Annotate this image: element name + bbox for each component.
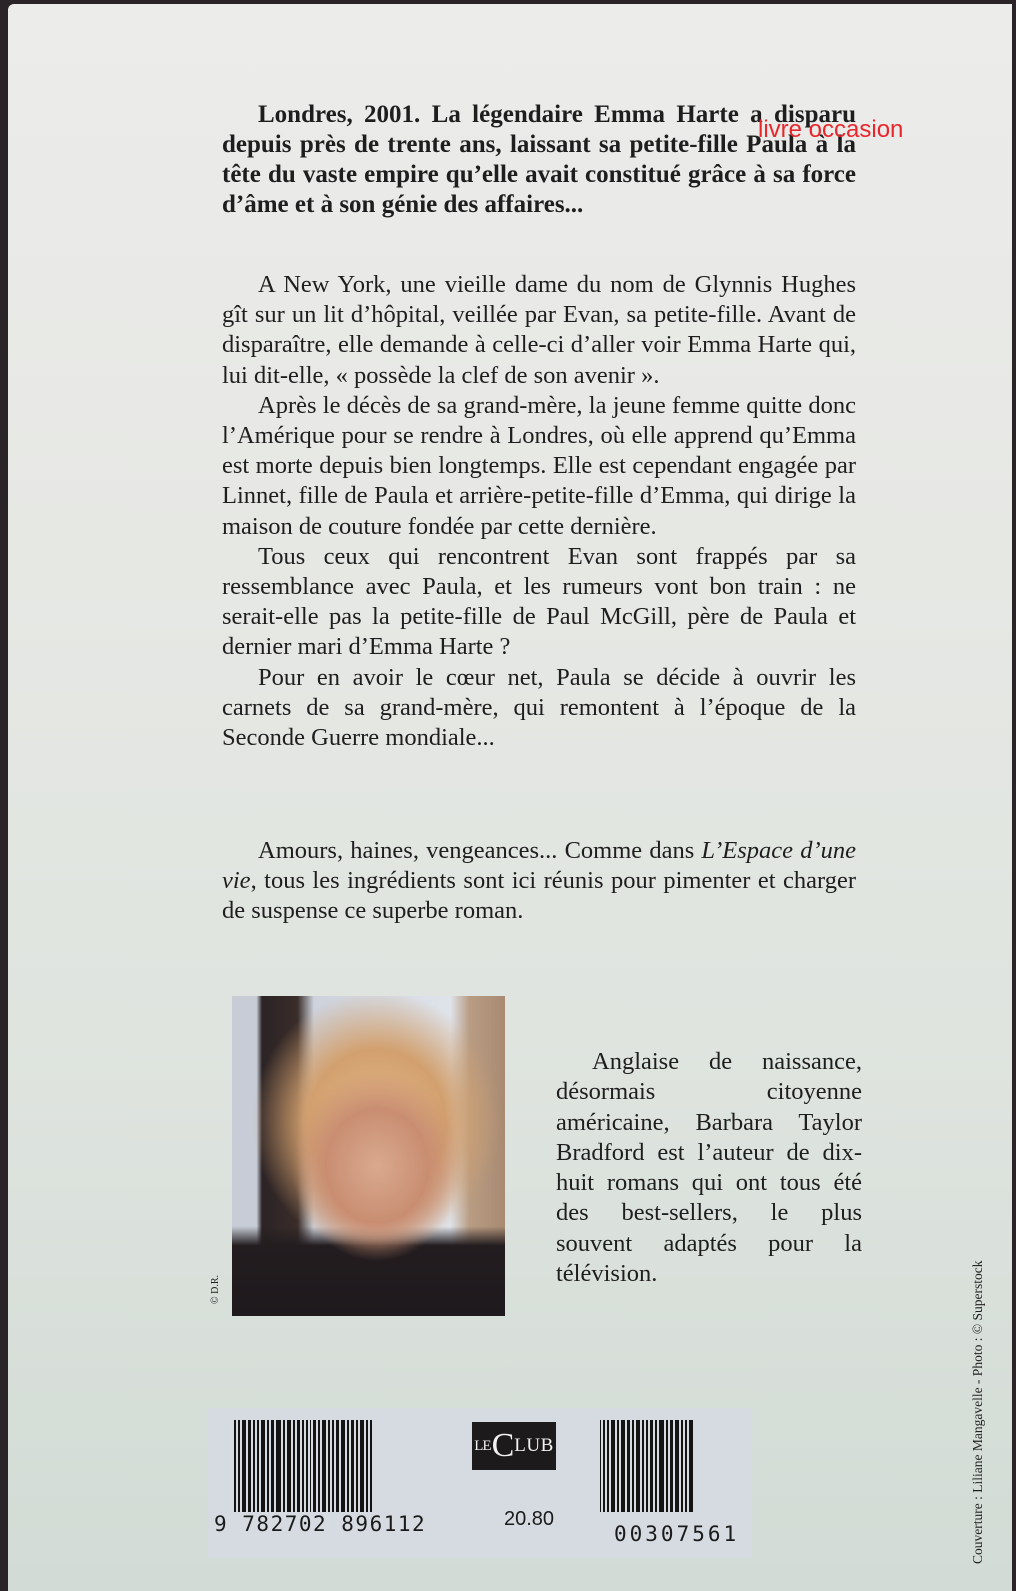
watermark-text: livre occasion <box>758 116 904 143</box>
teaser-text-before: Amours, haines, vengeances... Comme dans <box>258 837 702 864</box>
summary-paragraph: Après le décès de sa grand-mère, la jeune femme quitte donc l’Amérique pour se rendre à Londres, où elle apprend qu’Emma est morte depuis bien longtemps. Elle est cependant engagée par Linnet, fille de Paula et arrière-petite-fille d’Emma, qui dirige la maison de couture fondée par cette dernière. <box>222 391 856 540</box>
isbn-number: 9 782702 896112 <box>214 1512 427 1536</box>
referenced-book-title: L’Espace d’une vie <box>222 837 856 895</box>
barcode-band <box>208 1408 752 1558</box>
teaser-section <box>222 836 856 927</box>
logo-le: LE <box>474 1437 491 1454</box>
issn-barcode-icon <box>600 1420 695 1512</box>
summary-paragraph: Pour en avoir le cœur net, Paula se décide à ouvrir les carnets de sa grand-mère, qui remontent à l’époque de la Seconde Guerre mondiale... <box>222 663 856 752</box>
logo-lub: LUB <box>514 1435 554 1456</box>
publisher-logo <box>472 1422 556 1470</box>
issn-number: 00307561 <box>614 1522 740 1546</box>
book-back-cover <box>8 4 1012 1591</box>
lead-paragraph: Londres, 2001. La légendaire Emma Harte a disparu depuis près de trente ans, laissant sa petite-fille Paula à la tête du vaste empire qu’elle avait constitué grâce à sa force d’âme et à son génie des affaires... <box>222 101 856 218</box>
summary-section <box>222 270 856 753</box>
isbn-barcode-icon <box>234 1420 374 1512</box>
teaser-paragraph <box>222 836 856 927</box>
teaser-text-after: , tous les ingrédients sont ici réunis pour pimenter et charger de suspense ce superbe roman. <box>222 867 856 925</box>
summary-paragraph: A New York, une vieille dame du nom de Glynnis Hughes gît sur un lit d’hôpital, veillée par Evan, sa petite-fille. Avant de disparaître, elle demande à celle-ci d’aller voir Emma Harte qui, lui dit-elle, « possède la clef de son avenir ». <box>222 271 856 389</box>
author-bio <box>556 1047 862 1289</box>
author-photo <box>232 996 505 1316</box>
logo-c: C <box>491 1427 515 1464</box>
author-bio-text: Anglaise de naissance, désormais citoyenne américaine, Barbara Taylor Bradford est l’auteur de dix-huit romans qui ont tous été des best-sellers, le plus souvent adaptés pour la télévision. <box>556 1048 862 1288</box>
photo-credit: © D.R. <box>210 1275 221 1304</box>
summary-paragraph: Tous ceux qui rencontrent Evan sont frappés par sa ressemblance avec Paula, et les rumeurs vont bon train : ne serait-elle pas la petite-fille de Paul McGill, père de Paula et dernier mari d’Emma Harte ? <box>222 542 856 661</box>
price: 20.80 <box>504 1508 555 1530</box>
cover-credit: Couverture : Liliane Mangavelle - Photo : © Superstock <box>970 1260 985 1564</box>
